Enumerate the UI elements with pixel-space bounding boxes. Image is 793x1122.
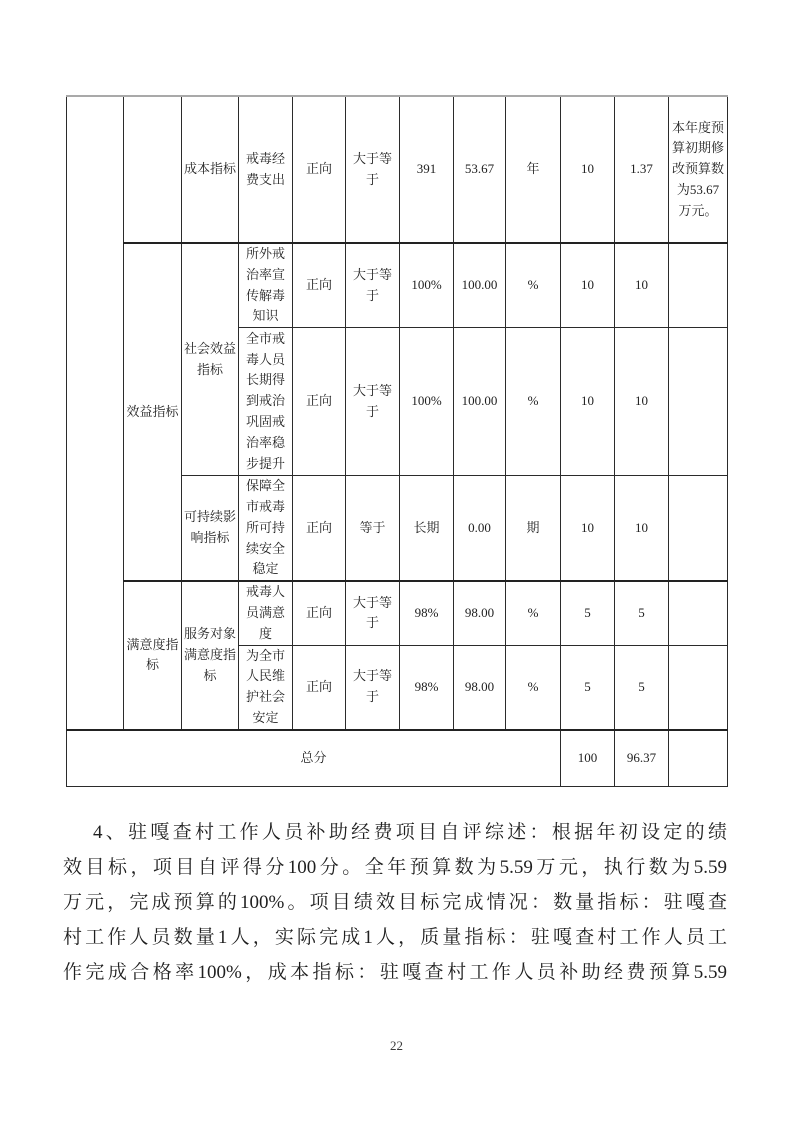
cell-direction: 正向: [293, 581, 346, 645]
cell-level1-satisfaction: 满意度指标: [124, 581, 182, 730]
cell-total-points: 100: [561, 730, 615, 787]
cell-score: 5: [615, 645, 669, 730]
cell-left-spacer: [67, 96, 124, 730]
paragraph-line: 村工作人员数量1人，实际完成1人，质量指标：驻嘎查村工作人员工: [63, 927, 727, 948]
cell-rule: 大于等于: [346, 581, 400, 645]
cell-score: 10: [615, 476, 669, 581]
cell-indicator-name: 所外戒治率宣传解毒知识: [239, 243, 293, 328]
row-social-benefit-1: [67, 243, 728, 328]
cell-points: 10: [561, 96, 615, 243]
cell-level2-service-satisfaction: 服务对象满意度指标: [182, 581, 239, 730]
cell-target-value: 391: [400, 96, 454, 243]
cell-remark: [669, 645, 728, 730]
cell-actual-value: 100.00: [454, 328, 506, 476]
cell-rule: 等于: [346, 476, 400, 581]
paragraph-line: 4、驻嘎查村工作人员补助经费项目自评综述：根据年初设定的绩: [93, 822, 727, 843]
row-total-score: [67, 730, 728, 787]
cell-points: 5: [561, 581, 615, 645]
cell-points: 10: [561, 243, 615, 328]
cell-points: 10: [561, 328, 615, 476]
cell-target-value: 100%: [400, 328, 454, 476]
cell-remark: [669, 243, 728, 328]
cell-unit: %: [506, 243, 561, 328]
cell-actual-value: 100.00: [454, 243, 506, 328]
cell-rule: 大于等于: [346, 328, 400, 476]
cell-unit: %: [506, 328, 561, 476]
cell-score: 10: [615, 328, 669, 476]
cell-actual-value: 0.00: [454, 476, 506, 581]
cell-total-remark: [669, 730, 728, 787]
cell-direction: 正向: [293, 96, 346, 243]
row-cost-indicator: [67, 96, 728, 243]
cell-direction: 正向: [293, 645, 346, 730]
row-satisfaction-1: [67, 581, 728, 645]
cell-target-value: 98%: [400, 645, 454, 730]
cell-actual-value: 53.67: [454, 96, 506, 243]
cell-remark: [669, 328, 728, 476]
paragraph-line: 效目标，项目自评得分100分。全年预算数为5.59万元，执行数为5.59: [63, 857, 727, 878]
cell-actual-value: 98.00: [454, 645, 506, 730]
cell-indicator-name: 保障全市戒毒所可持续安全稳定: [239, 476, 293, 581]
cell-actual-value: 98.00: [454, 581, 506, 645]
cell-remark: 本年度预算初期修改预算数为53.67万元。: [669, 96, 728, 243]
cell-target-value: 长期: [400, 476, 454, 581]
cell-score: 1.37: [615, 96, 669, 243]
cell-level2-sustainable-impact: 可持续影响指标: [182, 476, 239, 581]
page-number: 22: [390, 1038, 403, 1053]
cell-remark: [669, 581, 728, 645]
cell-unit: %: [506, 645, 561, 730]
self-evaluation-summary: [63, 815, 727, 990]
cell-points: 5: [561, 645, 615, 730]
cell-points: 10: [561, 476, 615, 581]
cell-level2-social-benefit: 社会效益指标: [182, 243, 239, 476]
cell-level1-benefit: 效益指标: [124, 243, 182, 581]
cell-direction: 正向: [293, 328, 346, 476]
cell-unit: %: [506, 581, 561, 645]
cell-total-label: 总分: [67, 730, 561, 787]
paragraph-line: 万元，完成预算的100%。项目绩效目标完成情况：数量指标：驻嘎查: [63, 892, 727, 913]
cell-unit: 期: [506, 476, 561, 581]
cell-indicator-name: 戒毒经费支出: [239, 96, 293, 243]
cell-score: 5: [615, 581, 669, 645]
cell-target-value: 100%: [400, 243, 454, 328]
cell-direction: 正向: [293, 476, 346, 581]
cell-unit: 年: [506, 96, 561, 243]
cell-indicator-name: 为全市人民维护社会安定: [239, 645, 293, 730]
cell-direction: 正向: [293, 243, 346, 328]
cell-level1-empty: [124, 96, 182, 243]
cell-rule: 大于等于: [346, 645, 400, 730]
performance-indicator-table: [66, 95, 728, 787]
cell-remark: [669, 476, 728, 581]
cell-target-value: 98%: [400, 581, 454, 645]
cell-rule: 大于等于: [346, 243, 400, 328]
cell-indicator-name: 戒毒人员满意度: [239, 581, 293, 645]
cell-score: 10: [615, 243, 669, 328]
cell-rule: 大于等于: [346, 96, 400, 243]
paragraph-line: 作完成合格率100%，成本指标：驻嘎查村工作人员补助经费预算5.59: [63, 962, 727, 983]
cell-total-score: 96.37: [615, 730, 669, 787]
cell-level2-cost: 成本指标: [182, 96, 239, 243]
cell-indicator-name: 全市戒毒人员长期得到戒治巩固戒治率稳步提升: [239, 328, 293, 476]
